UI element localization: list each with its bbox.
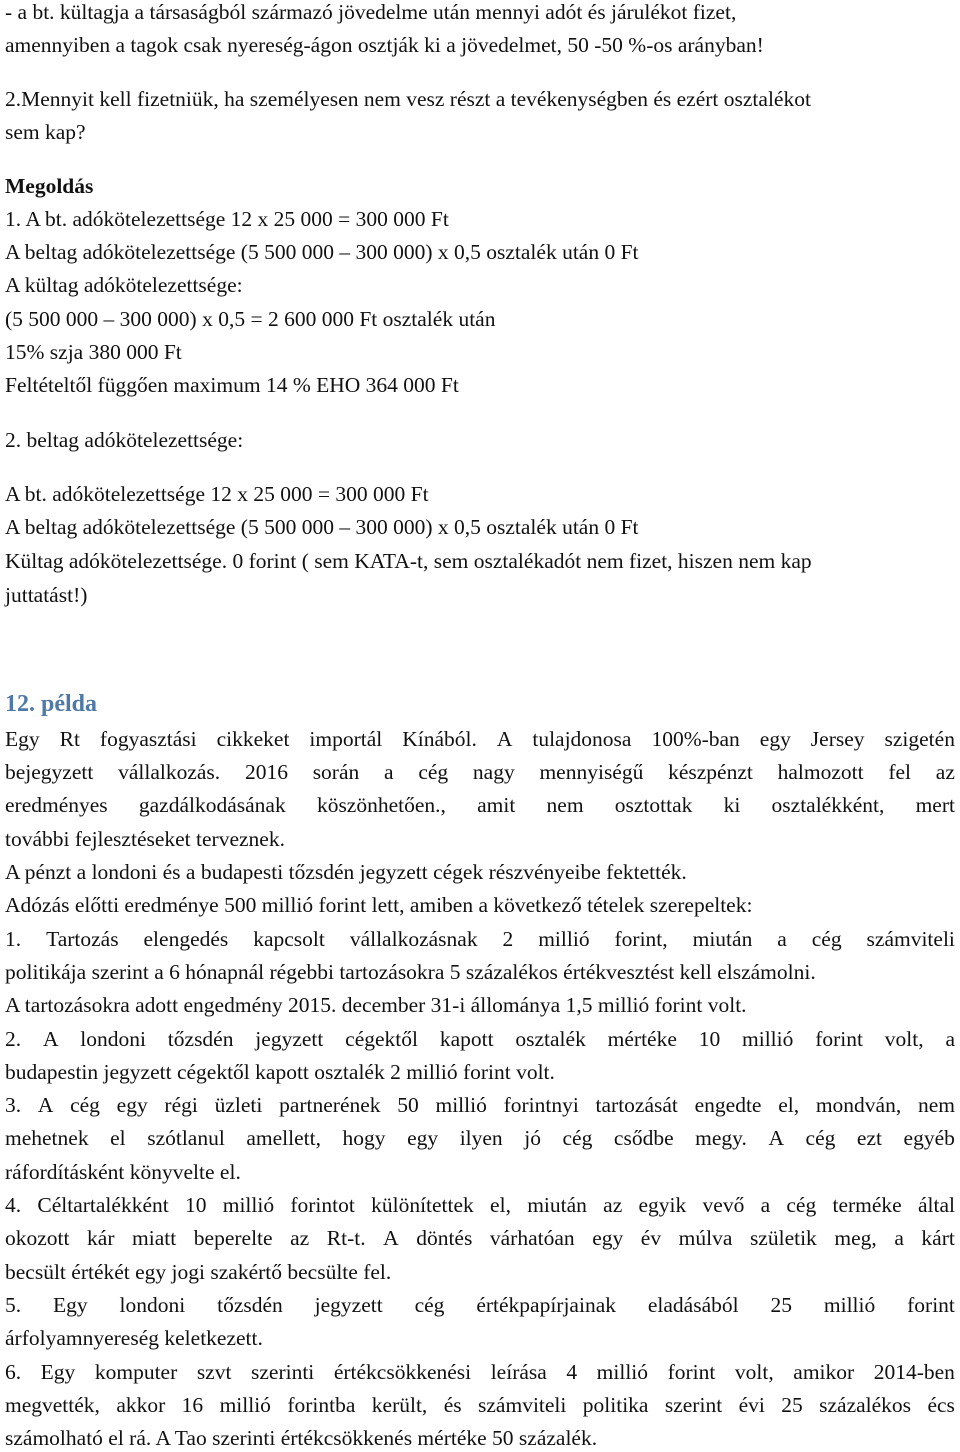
example-line: 4. Céltartalékként 10 millió forintot különítettek el, miután az egyik vevő a cég terméke által [5,1193,955,1217]
solution-line: 1. A bt. adókötelezettsége 12 x 25 000 = 300 000 Ft [5,207,449,231]
example-line: 3. A cég egy régi üzleti partnerének 50 millió forintnyi tartozását engedte el, mondván, nem [5,1093,955,1117]
example-line: bejegyzett vállalkozás. 2016 során a cég nagy mennyiségű készpénzt halmozott fel az [5,760,955,784]
intro-line: 2.Mennyit kell fizetniük, ha személyesen nem vesz részt a tevékenységben és ezért osztalékot [5,87,811,111]
example-line: 5. Egy londoni tőzsdén jegyzett cég értékpapírjainak eladásából 25 millió forint [5,1293,955,1317]
example-line: számolható el rá. A Tao szerinti értékcsökkenés mértéke 50 százalék. [5,1426,598,1450]
example-line: eredményes gazdálkodásának köszönhetően., amit nem osztottak ki osztalékként, mert [5,793,955,817]
intro-line: - a bt. kültagja a társaságból származó jövedelme után mennyi adót és járulékot fizet, [5,0,737,24]
example-line: további fejlesztéseket terveznek. [5,827,285,851]
example-title: 12. példa [5,691,98,717]
intro-line: amennyiben a tagok csak nyereség-ágon osztják ki a jövedelmet, 50 -50 %-os arányban! [5,33,764,57]
solution-line: A beltag adókötelezettsége (5 500 000 – 300 000) x 0,5 osztalék után 0 Ft [5,240,639,264]
solution-heading: Megoldás [5,174,94,198]
example-line: A pénzt a londoni és a budapesti tőzsdén jegyzett cégek részvényeibe fektették. [5,860,687,884]
solution-line: A kültag adókötelezettsége: [5,273,243,297]
solution-2-line: A bt. adókötelezettsége 12 x 25 000 = 300 000 Ft [5,482,429,506]
example-line: ráfordításként könyvelte el. [5,1160,241,1184]
intro-line: sem kap? [5,120,86,144]
example-line: árfolyamnyereség keletkezett. [5,1326,263,1350]
solution-2-line: juttatást!) [5,583,88,607]
solution-2-line: Kültag adókötelezettsége. 0 forint ( sem KATA-t, sem osztalékadót nem fizet, hiszen nem kap [5,549,812,573]
example-line: politikája szerint a 6 hónapnál régebbi tartozásokra 5 százalékos értékvesztést kell elszámolni. [5,960,816,984]
example-line: megvették, akkor 16 millió forintba került, és számviteli politika szerint évi 25 százalékos écs [5,1393,955,1417]
example-line: 2. A londoni tőzsdén jegyzett cégektől kapott osztalék mértéke 10 millió forint volt, a [5,1027,955,1051]
example-line: mehetnek el szótlanul amellett, hogy egy ilyen jó cég csődbe megy. A cég ezt egyéb [5,1126,955,1150]
solution-2-heading: 2. beltag adókötelezettsége: [5,428,244,452]
example-line: okozott kár miatt beperelte az Rt-t. A döntés várhatóan egy év múlva születik meg, a kárt [5,1226,955,1250]
solution-2-line: A beltag adókötelezettsége (5 500 000 – 300 000) x 0,5 osztalék után 0 Ft [5,515,639,539]
solution-line: 15% szja 380 000 Ft [5,340,182,364]
example-line: 6. Egy komputer szvt szerinti értékcsökkenési leírása 4 millió forint volt, amikor 2014-ben [5,1360,955,1384]
example-line: Egy Rt fogyasztási cikkeket importál Kínából. A tulajdonosa 100%-ban egy Jersey szigetén [5,727,955,751]
example-line: budapestin jegyzett cégektől kapott osztalék 2 millió forint volt. [5,1060,555,1084]
example-line: 1. Tartozás elengedés kapcsolt vállalkozásnak 2 millió forint, miután a cég számviteli [5,927,955,951]
example-line: A tartozásokra adott engedmény 2015. december 31-i állománya 1,5 millió forint volt. [5,993,747,1017]
example-line: becsült értékét egy jogi szakértő becsülte fel. [5,1260,392,1284]
example-line: Adózás előtti eredménye 500 millió forint lett, amiben a következő tételek szerepeltek: [5,893,753,917]
solution-line: (5 500 000 – 300 000) x 0,5 = 2 600 000 Ft osztalék után [5,307,496,331]
solution-line: Feltételtől függően maximum 14 % EHO 364 000 Ft [5,373,459,397]
